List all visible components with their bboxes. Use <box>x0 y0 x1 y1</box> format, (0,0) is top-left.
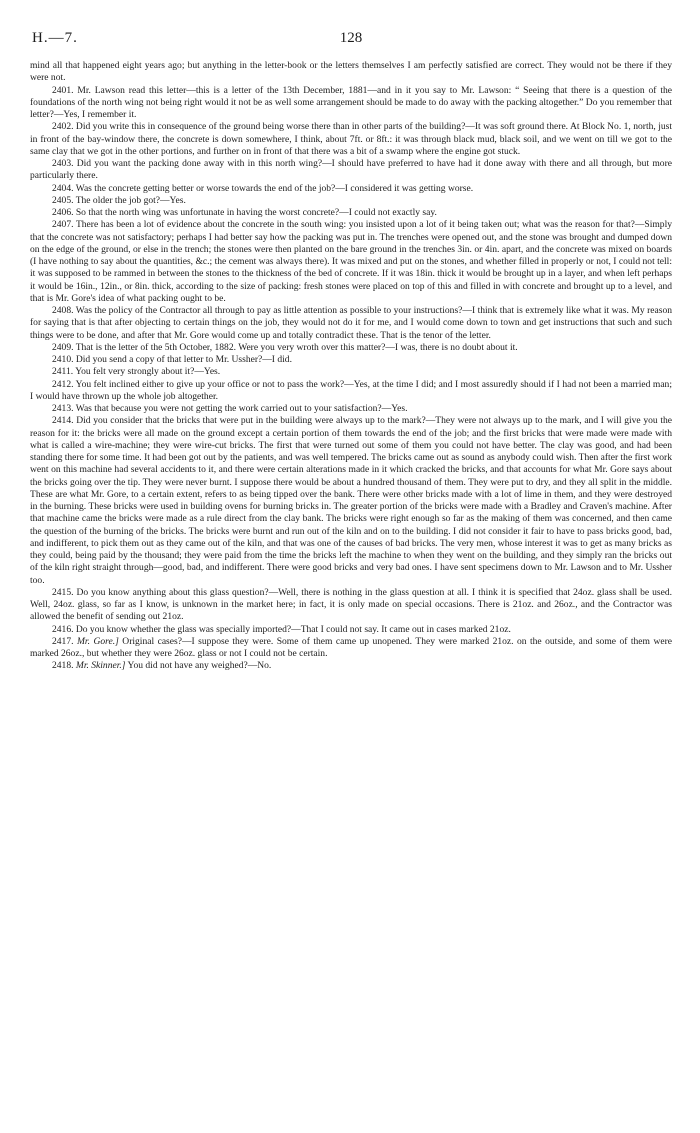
testimony-paragraph <box>30 207 672 219</box>
testimony-paragraph <box>30 379 672 404</box>
testimony-paragraph <box>30 354 672 366</box>
testimony-paragraph <box>30 587 672 624</box>
question-number: 2402. <box>52 121 74 133</box>
paragraph-text: mind all that happened eight years ago; but anything in the letter-book or the letters themselves I am perfectly satisfied are correct. They would not be there if they were not. <box>30 60 672 84</box>
testimony-paragraph <box>30 219 672 305</box>
testimony-paragraph <box>30 195 672 207</box>
testimony-paragraph <box>30 85 672 122</box>
page-number: 128 <box>339 30 363 46</box>
question-number: 2410. <box>52 354 74 365</box>
testimony-paragraph <box>30 415 672 587</box>
question-number: 2403. <box>52 158 74 169</box>
question-number: 2416. <box>52 623 74 635</box>
question-number: 2406. <box>52 207 74 218</box>
testimony-paragraph <box>30 660 672 672</box>
paragraph-text: So that the north wing was unfortunate in having the worst concrete?—I could not exactly say. <box>75 207 437 218</box>
paragraph-text: You felt very strongly about it?—Yes. <box>75 366 221 378</box>
testimony-paragraph <box>30 403 672 415</box>
paragraph-text: Original cases?—I suppose they were. Some of them came up unopened. They were marked 21oz. on the outside, and some of them were marked 26oz., but whether they were 26oz. glass or not I could not be certain. <box>30 635 672 659</box>
testimony-paragraph <box>30 624 672 636</box>
paragraph-text: Did you want the packing done away with in this north wing?—I should have preferred to have had it done away with there and all through, but more particularly there. <box>30 158 672 182</box>
speaker-label: Mr. Skinner.] <box>75 660 126 672</box>
question-number: 2404. <box>52 182 74 194</box>
question-number: 2409. <box>52 341 74 353</box>
testimony-paragraph <box>30 183 672 195</box>
testimony-paragraph <box>30 305 672 342</box>
paragraph-text: Was the policy of the Contractor all through to pay as little attention as possible to your instructions?—I think that is extremely like what it was. My reason for saying that is that after objecting to certain things on the job, they would not do it for me, and I would come down to town and get instructions that such and such things were to be done, and after that Mr. Gore would come up and totally contradict these. That is the tenor of the letter. <box>30 305 672 341</box>
paragraph-text: You did not have any weighed?—No. <box>127 660 272 672</box>
paragraph-text: Did you write this in consequence of the ground being worse there than in other parts of the building?—It was soft ground there. At Block No. 1, north, just in front of the bay-window there, the concrete is down somewhere, I think, about 7ft. or 8ft.: it was through black mud, black soil, and we went on till we got to the same clay that we got in the other portions, and further on in front of that there was a bit of a swamp where the engine got stuck. <box>30 121 672 157</box>
question-number: 2415. <box>52 586 74 598</box>
testimony-paragraph <box>30 121 672 158</box>
question-number: 2407. <box>52 219 74 231</box>
parliamentary-paper-reference: H.—7. <box>32 30 78 46</box>
paragraph-text: Was that because you were not getting the work carried out to your satisfaction?—Yes. <box>75 403 408 414</box>
testimony-paragraph <box>30 366 672 378</box>
paragraph-text: Did you consider that the bricks that were put in the building were always up to the mark?—They were not always up to the mark, and I will give you the reason for it: the bricks were all made on the ground except a certain portion of them towards the end of the job; and the first bricks that were made were made with what is called a wire-machine; they were wire-cut bricks. The first that were turned out some of them you could not have better. The clay was good, and had been standing there for some time. It had been got out by the patients, and was well tempered. The bricks came out as sound as anybody could wish. Then after the first work went on this machine had several accidents to it, and there were certain alterations made in it which cracked the bricks, and that accounts for what Mr. Gore says about the bricks going over the tip. They were never burnt. I suppose there would be about a hundred thousand of them. They were put to dry, and they all split in the middle. These are what Mr. Gore, to a certain extent, refers to as being tipped over the bank. There were other bricks made with a lot of lime in them, and they were destroyed in the burning. These bricks were used in building ovens for burning bricks in. The greater portion of the bricks were made with a Bradley and Craven's machine. After that machine came the bricks were made as a rule direct from the clay bank. The bricks were right enough so far as the making of them was concerned, and then came the question of the burning of the bricks. The bricks were burnt and run out of the kiln and on to the building. I did not consider it fair to have to pass bricks good, bad, and indifferent, to pick them out as they came out of the kiln, and that was one of the causes of bad bricks. The very men, whose interest it was to get as many bricks as they could, being paid by the thousand; they were paid from the time the bricks left the machine to when they went on the building, and they simply ran the bricks out of the kiln right straight through—good, bad, and indifferent. There were good bricks and very bad ones. I have sent specimens down to Mr. Lawson and to Mr. Ussher too. <box>30 415 673 586</box>
question-number: 2411. <box>52 366 74 378</box>
question-number: 2413. <box>52 403 74 414</box>
document-body <box>30 60 672 673</box>
paragraph-text: Did you send a copy of that letter to Mr. Ussher?—I did. <box>75 354 292 365</box>
question-number: 2418. <box>52 660 74 672</box>
paragraph-text: Was the concrete getting better or worse towards the end of the job?—I considered it was getting worse. <box>75 182 474 194</box>
paragraph-text: There has been a lot of evidence about the concrete in the south wing: you insisted upon a lot of it being taken out; what was the reason for that?—Simply that the concrete was not satisfactory; perhaps I had better say how the packing was put in. The trenches were opened out, and the stone was brought and dumped down on the edge of the ground, or else in the trench; the stones were then planted on the bare ground in the trenches 3in. or 4in. apart, and the concrete was mixed on boards (I have nothing to say about the quantities, &c.; the cement was always there). It was mixed and put on the stones, and whether filled in properly or not, I could not tell: it was supposed to be rammed in between the stones to the thickness of the bed of concrete. If it was 18in. thick it would be brought up in a layer, and when left perhaps it would be 16in., 12in., or 8in. thick, according to the size of packing: fresh stones were placed on top of this and filled in with concrete and brought up to a level, and that is Mr. Gore's idea of what packing ought to be. <box>30 219 673 304</box>
question-number: 2417. <box>52 635 74 647</box>
testimony-paragraph <box>30 342 672 354</box>
question-number: 2412. <box>52 378 74 390</box>
paragraph-text: The older the job got?—Yes. <box>75 194 186 206</box>
testimony-paragraph <box>30 60 672 85</box>
page-header <box>30 0 672 60</box>
speaker-label: Mr. Gore.] <box>76 635 119 647</box>
paragraph-text: Mr. Lawson read this letter—this is a letter of the 13th December, 1881—and in it you say to Mr. Lawson: “ Seeing that there is a question of the foundations of the north wing not being right would it not be as well some arrangement should be made to do away with the packing altogether.” Do you remember that letter?—Yes, I remember it. <box>30 84 672 120</box>
testimony-paragraph <box>30 636 672 661</box>
question-number: 2408. <box>52 305 74 316</box>
paragraph-text: Do you know anything about this glass question?—Well, there is nothing in the glass question at all. I think it is specified that 24oz. glass shall be used. Well, 24oz. glass, so far as I know, is unknown in the market here; in fact, it is only made on special occasions. There is 21oz. and 26oz., and the Contractor was allowed the benefit of sending out 21oz. <box>30 586 673 623</box>
question-number: 2401. <box>52 84 74 96</box>
question-number: 2414. <box>52 415 74 427</box>
paragraph-text: You felt inclined either to give up your office or not to pass the work?—Yes, at the time I did; and I most assuredly should if I had not been a married man; I would have thrown up the whole job altogether. <box>30 378 672 402</box>
question-number: 2405. <box>52 194 74 206</box>
paragraph-text: Do you know whether the glass was specially imported?—That I could not say. It came out in cases marked 21oz. <box>75 623 511 635</box>
testimony-paragraph <box>30 158 672 183</box>
paragraph-text: That is the letter of the 5th October, 1882. Were you very wroth over this matter?—I was, there is no doubt about it. <box>75 341 518 353</box>
